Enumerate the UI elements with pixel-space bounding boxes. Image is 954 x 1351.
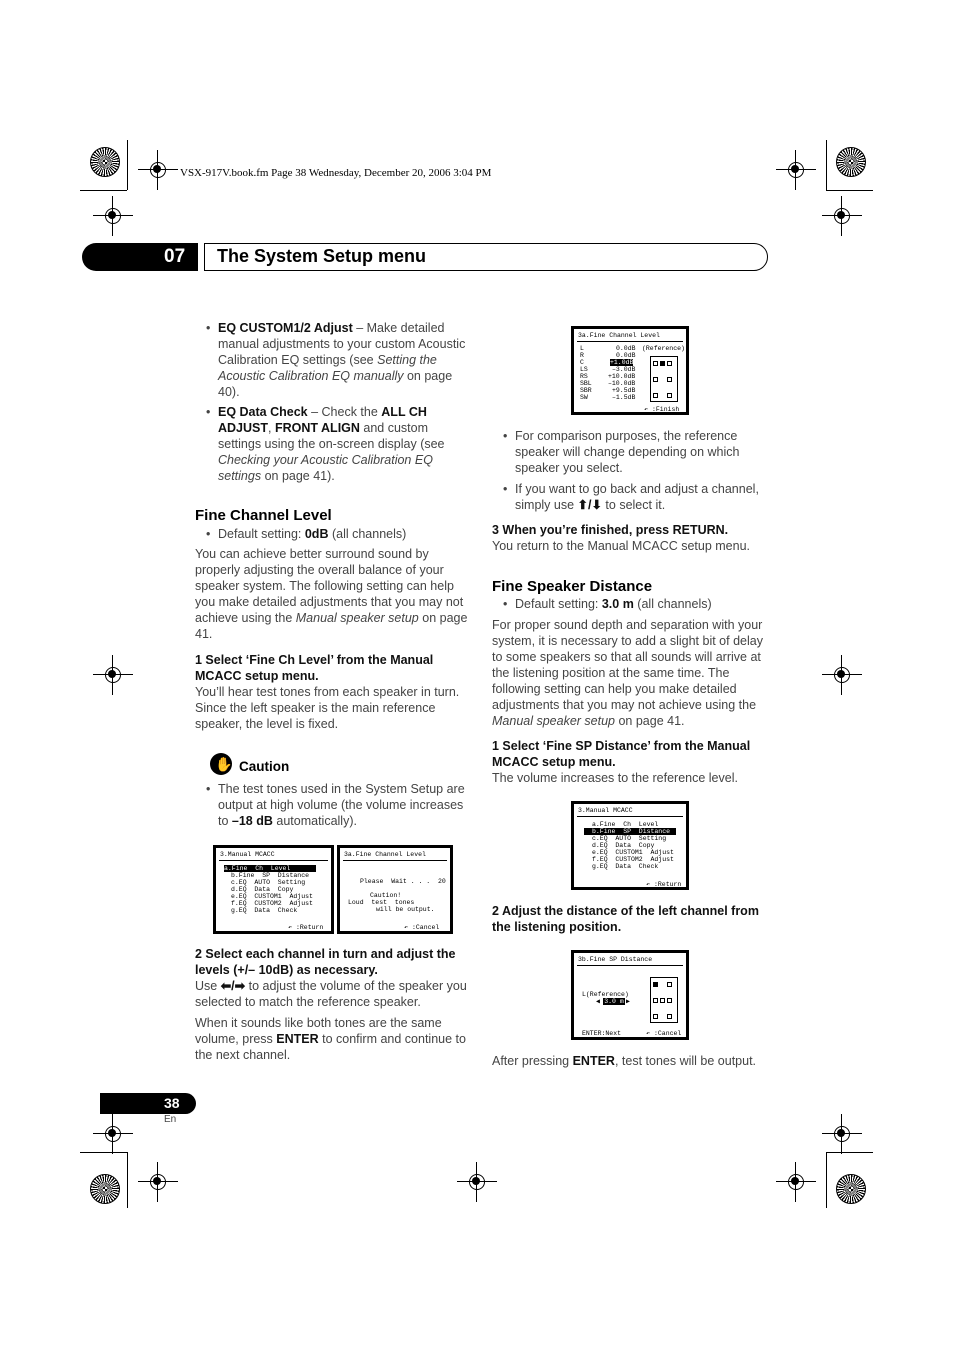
osd-manual-mcacc-screen: 3.Manual MCACC a.Fine Ch Level b.Fine SP Distance c.EQ AUTO Setting d.EQ Data Copy e.EQ CUSTOM1 Adjust f.EQ CUSTOM2 Adjust g.EQ Data Check ↶ :Return <box>213 845 334 934</box>
chapter-title-bar <box>204 243 768 271</box>
left-right-arrow-icon: ⬅/➡ <box>220 979 246 993</box>
osd-fine-level-wait-screen: 3a.Fine Channel Level Please Wait . . . 20 Caution! Loud test tones will be output. ↶ :Cancel <box>337 845 453 934</box>
registration-sunburst-icon <box>836 1174 866 1204</box>
caution-title: Caution <box>239 759 290 774</box>
step3-body: You return to the Manual MCACC setup menu. <box>492 539 751 553</box>
crop-mark-icon <box>93 196 133 236</box>
chapter-number: 07 <box>164 246 186 267</box>
crop-mark-icon <box>776 1162 816 1202</box>
bullet-eq-data-check: • EQ Data Check – Check the ALL CH ADJUST, FRONT ALIGN and custom settings using the on-screen display (see Checking your Acoustic Calibration EQ settings on page 41). <box>218 404 470 484</box>
crop-mark-icon <box>138 150 178 190</box>
print-header: VSX-917V.book.fm Page 38 Wednesday, December 20, 2006 3:04 PM <box>180 167 492 179</box>
fine-distance-intro: For proper sound depth and separation with your system, it is necessary to add a slight bit of delay to some speakers so that all sounds will arrive at the listening position at the same time. The following setting can help you make detailed adjustments that you may not achieve using the Manual speaker setup on page 41. <box>492 618 763 728</box>
distance-step1-body: The volume increases to the reference level. <box>492 771 738 785</box>
step2-title: 2 Select each channel in turn and adjust the levels (+/– 10dB) as necessary. <box>195 947 456 977</box>
crop-mark-icon <box>457 1162 497 1202</box>
default-setting-distance: • Default setting: 3.0 m (all channels) <box>515 596 767 612</box>
registration-sunburst-icon <box>90 1174 120 1204</box>
distance-step2-title: 2 Adjust the distance of the left channel from the listening position. <box>492 904 759 934</box>
caution-hand-icon: ✋ <box>210 753 232 775</box>
bullet-eq-custom: • EQ CUSTOM1/2 Adjust – Make detailed manual adjustments to your custom Acoustic Calibration EQ settings (see Setting the Acoustic Calibration EQ manually on page 40). <box>218 320 470 400</box>
crop-mark-icon <box>93 1114 133 1154</box>
return-icon: ↶ <box>644 406 648 413</box>
return-icon: ↶ <box>404 924 408 931</box>
step1-body: You’ll hear test tones from each speaker in turn. Since the left speaker is the main reference speaker, the level is fixed. <box>195 685 460 731</box>
crop-mark-icon <box>822 1114 862 1154</box>
crop-mark-icon <box>93 655 133 695</box>
bullet-go-back: • If you want to go back and adjust a channel, simply use ⬆/⬇ to select it. <box>515 481 767 513</box>
return-icon: ↶ <box>646 1030 650 1037</box>
default-setting-level: • Default setting: 0dB (all channels) <box>218 526 470 542</box>
heading-fine-speaker-distance: Fine Speaker Distance <box>492 578 653 595</box>
osd-manual-mcacc-distance-screen: 3.Manual MCACC a.Fine Ch Level b.Fine SP Distance c.EQ AUTO Setting d.EQ Data Copy e.EQ CUSTOM1 Adjust f.EQ CUSTOM2 Adjust g.EQ Data Check ↶ :Return <box>571 801 689 890</box>
return-icon: ↶ <box>646 881 650 888</box>
chapter-tab <box>82 243 198 271</box>
distance-value: 3.0 m <box>604 998 624 1005</box>
chapter-title: The System Setup menu <box>217 246 427 266</box>
crop-mark-icon <box>776 150 816 190</box>
step2-body: Use ⬅/➡ to adjust the volume of the speaker you selected to match the reference speaker. <box>195 979 467 1009</box>
registration-sunburst-icon <box>836 147 866 177</box>
bullet-comparison: • For comparison purposes, the reference speaker will change depending on which speaker you select. <box>515 428 767 476</box>
crop-mark-icon <box>822 655 862 695</box>
step3-title: 3 When you’re finished, press RETURN. <box>492 523 729 537</box>
fine-level-intro: You can achieve better surround sound by properly adjusting the overall balance of your speaker system. The following setting can help you make detailed adjustments that you may not achieve using the Manual speaker setup on page 41. <box>195 547 468 641</box>
crop-mark-icon <box>822 196 862 236</box>
up-down-arrow-icon: ⬆/⬇ <box>577 498 602 512</box>
registration-sunburst-icon <box>90 147 120 177</box>
page-number-tab <box>100 1093 196 1114</box>
distance-step1-title: 1 Select ‘Fine SP Distance’ from the Manual MCACC setup menu. <box>492 739 751 769</box>
speaker-layout-icon <box>650 977 678 1023</box>
crop-mark-icon <box>138 1162 178 1202</box>
osd-fine-distance-screen: 3b.Fine SP Distance L(Reference) ◀ 3.0 m ▶ ENTER:Next ↶ :Cancel <box>571 950 689 1040</box>
step1-title: 1 Select ‘Fine Ch Level’ from the Manual MCACC setup menu. <box>195 653 434 683</box>
osd-fine-level-adjust-screen: 3a.Fine Channel Level L 0.0dB (Reference) R 0.0dB C +1.0dB LS –3.0dB RS +10.0dB SBL –10.0dB SBR +9.5dB SW –1.5dB ↶ :Finish <box>571 326 689 415</box>
after-enter-text: After pressing ENTER, test tones will be output. <box>492 1054 757 1068</box>
return-icon: ↶ <box>288 924 292 931</box>
page-number: 38 <box>164 1095 180 1111</box>
step2-enter-text: When it sounds like both tones are the same volume, press ENTER to confirm and continue to the next channel. <box>195 1016 466 1062</box>
caution-text: • The test tones used in the System Setup are output at high volume (the volume increases to –18 dB automatically). <box>218 781 470 829</box>
language-label: En <box>164 1114 177 1125</box>
speaker-layout-icon <box>650 356 678 402</box>
heading-fine-channel-level: Fine Channel Level <box>195 507 332 524</box>
